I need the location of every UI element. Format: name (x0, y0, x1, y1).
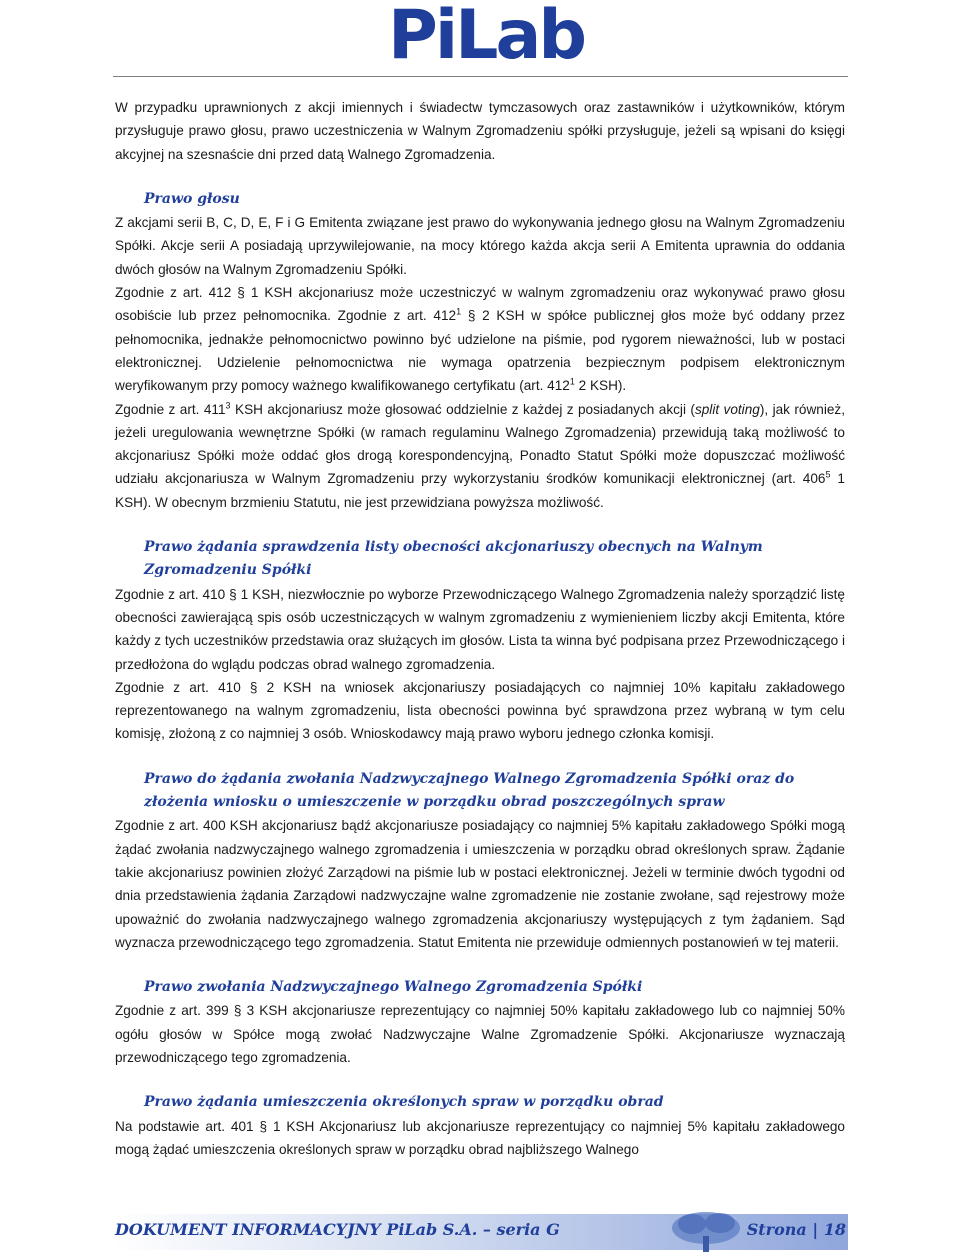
paragraph: Zgodnie z art. 399 § 3 KSH akcjonariusze reprezentujący co najmniej 50% kapitału zakładowego lub co najmniej 50% ogółu głosów w Spółce mogą zwołać Nadzwyczajne Walne Zgromadzenie Spółki. Akcjonariusze wyznaczają przewodniczącego tego zgromadzenia. (115, 1003, 845, 1065)
section-heading-lista-obecnosci: Prawo żądania sprawdzenia listy obecności akcjonariuszy obecnych na Walnym Zgromadzeniu Spółki (144, 539, 763, 579)
paragraph: Zgodnie z art. $411^3$ KSH akcjonariusz może głosować oddzielnie z każdej z posiadanych akcji (split voting), jak również, jeżeli uregulowania wewnętrzne Spółki (w ramach regulaminu Walnego Zgromadzenia) przewidują taką możliwość to akcjonariusz Spółki może oddać głos drogą korespondencyjną, Ponadto Statut Spółki może dopuszczać możliwość udziału akcjonariusza w Walnym Zgromadzeniu przy wykorzystaniu środków komunikacji elektronicznej (art. $406^5$ 1 KSH). W obecnym brzmieniu Statutu, nie jest przewidziana powyższa możliwość. (115, 400, 845, 510)
paragraph: W przypadku uprawnionych z akcji imiennych i świadectw tymczasowych oraz zastawników i użytkowników, którym przysługuje prawo głosu, prawo uczestniczenia w Walnym Zgromadzeniu spółki przysługuje, jeżeli są wpisani do księgi akcyjnej na szesnaście dni przed datą Walnego Zgromadzenia. (115, 100, 845, 162)
paragraph: Zgodnie z art. 400 KSH akcjonariusz bądź akcjonariusze posiadający co najmniej 5% kapitału zakładowego Spółki mogą żądać zwołania nadzwyczajnego walnego zgromadzenia i umieszczenia w porządku obrad określonych spraw. Żądanie takie akcjonariusz powinien złożyć Zarządowi na piśmie lub w postaci elektronicznej. Jeżeli w terminie dwóch tygodni od dnia przedstawienia żądania Zarządowi nadzwyczajne walne zgromadzenie nie zostanie zwołane, sąd rejestrowy może upoważnić do zwołania nadzwyczajnego walnego zgromadzenia akcjonariuszy występujących z tym żądaniem. Sąd wyznacza przewodniczącego tego zgromadzenia. Statut Emitenta nie przewiduje odmiennych postanowień w tej materii. (115, 818, 845, 950)
header-divider (113, 76, 848, 77)
paragraph: Z akcjami serii B, C, D, E, F i G Emitenta związane jest prawo do wykonywania jednego głosu na Walnym Zgromadzeniu Spółki. Akcje serii A posiadają uprzywilejowanie, na mocy którego każda akcja serii A Emitenta uprawnia do oddania dwóch głosów na Walnym Zgromadzeniu Spółki. (115, 215, 845, 277)
section-heading-porzadek-obrad: Prawo żądania umieszczenia określonych spraw w porządku obrad (144, 1094, 664, 1111)
paragraph: Zgodnie z art. 410 § 2 KSH na wniosek akcjonariuszy posiadających co najmniej 10% kapitału zakładowego reprezentowanego na walnym zgromadzeniu, lista obecności powinna być sprawdzona przez wybraną w tym celu komisję, złożoną z co najmniej 3 osób. Wnioskodawcy mają prawo wyboru jednego członka komisji. (115, 679, 845, 742)
footer-title: DOKUMENT INFORMACYJNY PiLab S.A. – seria G (115, 1220, 560, 1239)
section-heading-prawo-glosu: Prawo głosu (144, 190, 240, 207)
paragraph: Zgodnie z art. 410 § 1 KSH, niezwłocznie po wyborze Przewodniczącego Walnego Zgromadzenia należy sporządzić listę obecności zawierającą spis osób uczestniczących w walnym zgromadzeniu z wymienieniem liczby akcji Emitenta, które każdy z tych uczestników przedstawia oraz służących im głosów. Lista ta winna być podpisana przez Przewodniczącego i przedłożona do wglądu podczas obrad walnego zgromadzenia. (115, 586, 845, 672)
page-header (0, 0, 960, 80)
section-heading-zwolanie-nwz: Prawo do żądania zwołania Nadzwyczajnego Walnego Zgromadzenia Spółki oraz do złożenia wniosku o umieszczenie w porządku obrad poszczególnych spraw (144, 770, 795, 811)
document-body (115, 96, 845, 1161)
page-footer (113, 1214, 848, 1250)
paragraph: Zgodnie z art. 412 § 1 KSH akcjonariusz może uczestniczyć w walnym zgromadzeniu oraz wykonywać prawo głosu osobiście lub przez pełnomocnika. Zgodnie z art. $412^1$ § 2 KSH w spółce publicznej głos może być oddany przez pełnomocnika, jednakże pełnomocnictwo powinno być udzielone na piśmie, pod rygorem nieważności, lub w postaci elektronicznej. Udzielenie pełnomocnictwa nie wymaga opatrzenia bezpiecznym podpisem elektronicznym weryfikowanym przy pomocy ważnego kwalifikowanego certyfikatu (art. $412^1$ 2 KSH). (115, 285, 845, 394)
pilab-logo: PiLab (388, 0, 585, 75)
paragraph: Na podstawie art. 401 § 1 KSH Akcjonariusz lub akcjonariusze reprezentujący co najmniej 5% kapitału zakładowego mogą żądać umieszczenia określonych spraw w porządku obrad najbliższego Walnego (115, 1118, 845, 1157)
tree-logo-icon (666, 1210, 746, 1254)
section-heading-prawo-zwolania: Prawo zwołania Nadzwyczajnego Walnego Zgromadzenia Spółki (144, 979, 643, 996)
page-number: Strona | 18 (746, 1220, 846, 1239)
